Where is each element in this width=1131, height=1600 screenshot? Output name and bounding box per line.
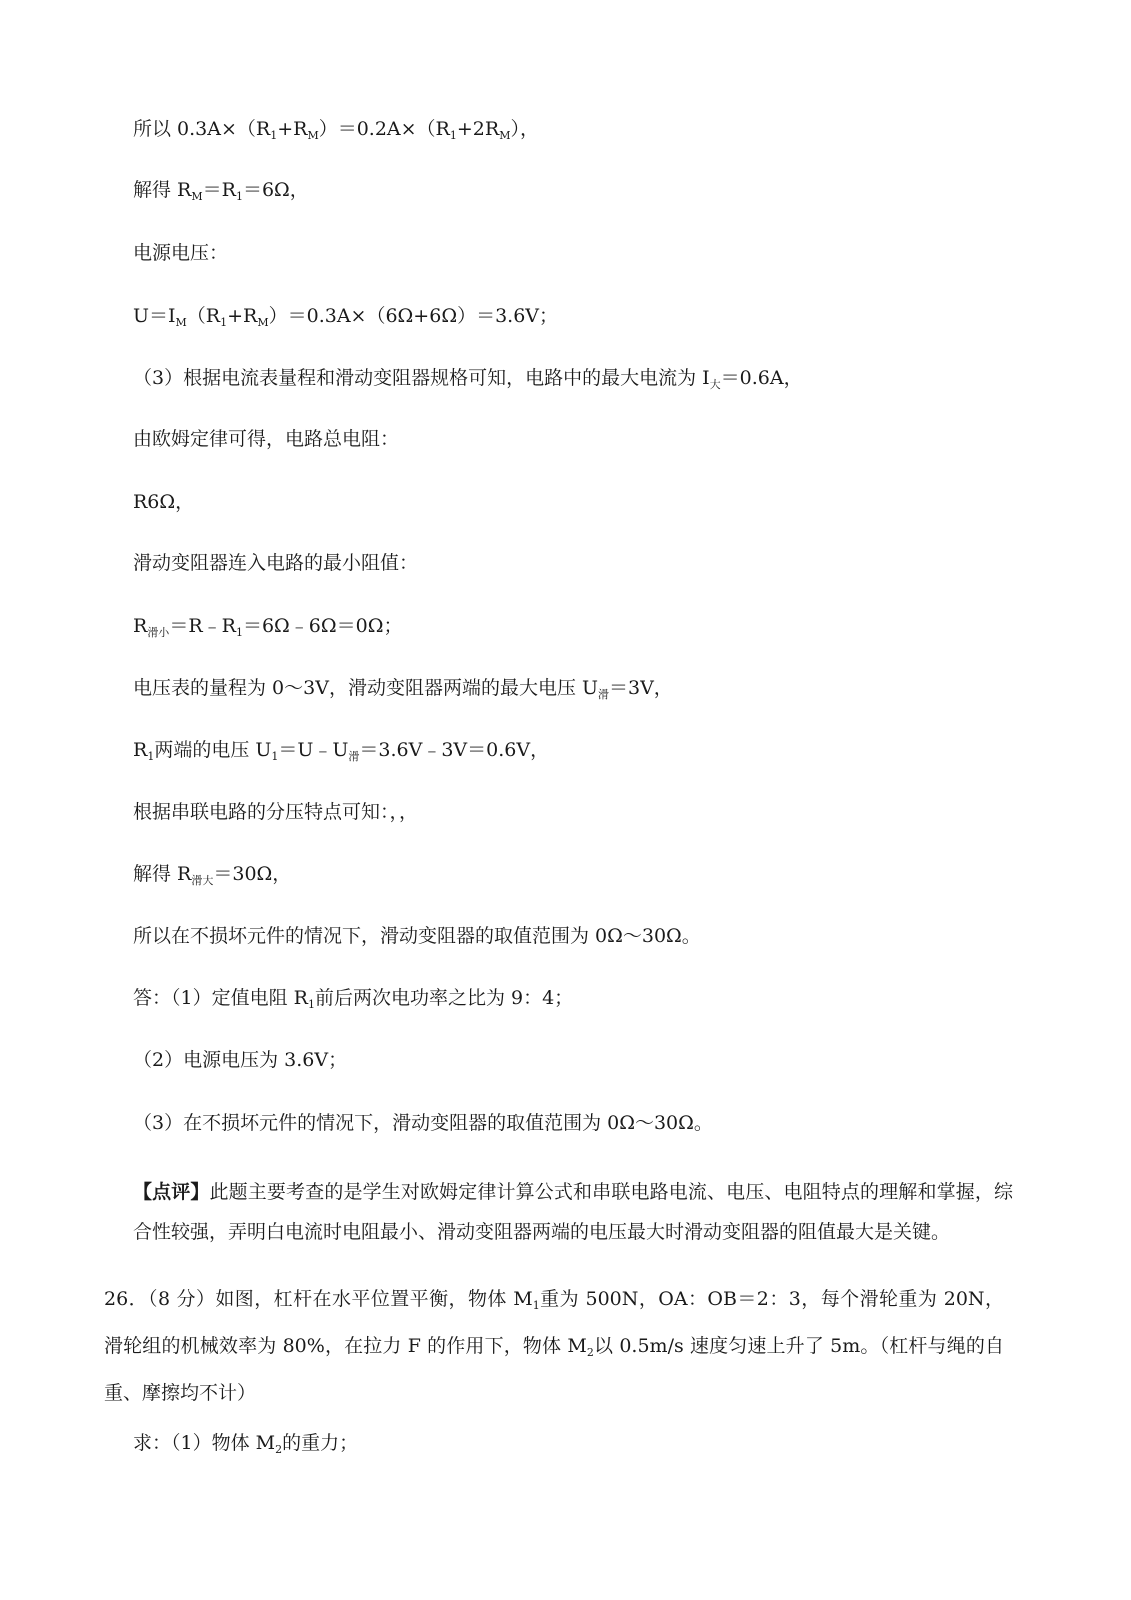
- text-segment: ＝R: [202, 179, 236, 201]
- subscript: M: [257, 316, 269, 329]
- text-segment: 26．（8 分）如图，杠杆在水平位置平衡，物体 M: [104, 1288, 533, 1310]
- subscript: M: [175, 316, 187, 329]
- equation-line: [133, 737, 549, 770]
- text-segment: 的重力；: [282, 1432, 359, 1454]
- answer-line: （2）电源电压为 3.6V；: [133, 1049, 348, 1071]
- answer-line: [133, 985, 573, 1018]
- text-line: 所以在不损坏元件的情况下，滑动变阻器的取值范围为 0Ω～30Ω。: [133, 925, 701, 947]
- text-line: [133, 365, 803, 398]
- subscript: 2: [586, 1346, 594, 1359]
- text-line: 由欧姆定律可得，电路总电阻：: [133, 428, 400, 450]
- text-segment: ＝3V，: [609, 677, 673, 699]
- subscript: 1: [271, 750, 279, 763]
- text-segment: ＝0.6A，: [720, 367, 803, 389]
- text-segment: ＝30Ω，: [213, 863, 292, 885]
- text-segment: ＝6Ω，: [242, 179, 309, 201]
- text-segment: （3）根据电流表量程和滑动变阻器规格可知，电路中的最大电流为 I: [133, 367, 710, 389]
- text-segment: ），: [510, 118, 539, 140]
- text-segment: ）＝0.3A×（6Ω+6Ω）＝3.6V；: [268, 305, 559, 327]
- answer-line: （3）在不损坏元件的情况下，滑动变阻器的取值范围为 0Ω～30Ω。: [133, 1112, 713, 1134]
- subscript: 滑大: [191, 874, 214, 887]
- text-segment: +R: [227, 305, 258, 327]
- text-segment: 所以 0.3A×（R: [133, 118, 271, 140]
- text-segment: 解得 R: [133, 863, 192, 885]
- equation-line: [133, 861, 291, 894]
- comment-paragraph: [133, 1172, 1013, 1252]
- equation-line: [133, 116, 539, 149]
- text-segment: ）＝0.2A×（R: [318, 118, 450, 140]
- text-segment: U＝I: [133, 305, 176, 327]
- text-segment: 以 0.5m/s 速度匀速上升了 5m。（杠杆与绳的自重、摩擦均不计）: [104, 1335, 1005, 1404]
- subscript: 2: [275, 1443, 283, 1456]
- subscript: M: [499, 129, 511, 142]
- text-segment: 解得 R: [133, 179, 192, 201]
- subscript: 1: [220, 316, 228, 329]
- subscript: 滑: [348, 750, 360, 763]
- text-segment: ＝3.6V﹣3V＝0.6V，: [359, 739, 550, 761]
- text-line: 滑动变阻器连入电路的最小阻值：: [133, 552, 419, 574]
- text-line: 电源电压：: [133, 242, 229, 264]
- question-ask: [133, 1430, 358, 1463]
- text-segment: 前后两次电功率之比为 9：4；: [314, 987, 574, 1009]
- text-line: 根据串联电路的分压特点可知：，，: [133, 801, 419, 823]
- question-26: [104, 1279, 1004, 1413]
- text-segment: 两端的电压 U: [154, 739, 272, 761]
- text-segment: 求：（1）物体 M: [133, 1432, 276, 1454]
- text-segment: ＝6Ω﹣6Ω＝0Ω；: [242, 615, 403, 637]
- text-segment: R: [133, 739, 148, 761]
- text-segment: +2R: [456, 118, 500, 140]
- text-line: [133, 675, 673, 708]
- subscript: 1: [235, 190, 243, 203]
- text-segment: （R: [186, 305, 221, 327]
- text-segment: 重为 500N，OA：OB＝2：3，每个滑轮重为 20N，滑轮组的机械效率为 80%，在拉力 F 的作用下，物体 M: [104, 1288, 1004, 1357]
- text-segment: 答：（1）定值电阻 R: [133, 987, 308, 1009]
- text-segment: +R: [277, 118, 308, 140]
- equation-line: [133, 613, 402, 646]
- text-segment: 电压表的量程为 0～3V，滑动变阻器两端的最大电压 U: [133, 677, 598, 699]
- subscript: M: [191, 190, 203, 203]
- subscript: 滑: [598, 688, 609, 701]
- subscript: 1: [147, 750, 155, 763]
- subscript: 1: [235, 626, 243, 639]
- equation-line: R6Ω，: [133, 491, 195, 513]
- comment-text: 此题主要考查的是学生对欧姆定律计算公式和串联电路电流、电压、电阻特点的理解和掌握，综合性较强，弄明白电流时电阻最小、滑动变阻器两端的电压最大时滑动变阻器的阻值最大是关键。: [133, 1181, 1013, 1243]
- comment-label: 【点评】: [133, 1181, 210, 1203]
- text-segment: R: [133, 615, 148, 637]
- subscript: 大: [709, 378, 721, 391]
- subscript: 1: [449, 129, 457, 142]
- subscript: 1: [532, 1299, 540, 1312]
- text-segment: ＝U﹣U: [278, 739, 349, 761]
- subscript: 1: [270, 129, 278, 142]
- text-segment: ＝R﹣R: [169, 615, 236, 637]
- subscript: 滑小: [147, 626, 170, 639]
- equation-line: [133, 303, 558, 336]
- subscript: 1: [307, 998, 315, 1011]
- solution-line: [133, 177, 309, 210]
- subscript: M: [307, 129, 319, 142]
